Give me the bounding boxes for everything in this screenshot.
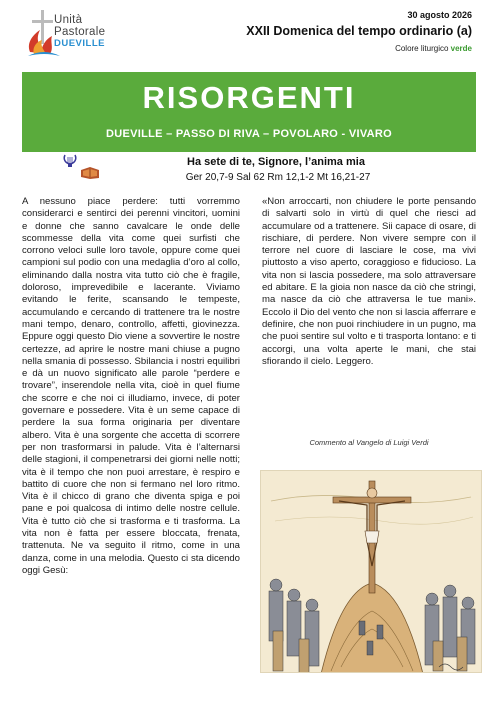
parish-logo — [24, 8, 134, 62]
logo-line-2: Pastorale — [54, 26, 106, 38]
logo-line-3: DUEVILLE — [54, 38, 105, 49]
logo-line-1: Unità — [54, 14, 83, 26]
commentary-paragraph-left: A nessuno piace perdere: tutti vorremmo considerarci e sentirci dei perenni vincitori, uomini e donne che sanno cavalcare le onde delle scommesse della vita come quei surfisti che corrono veloci sulle loro tavole, oppure come quei campioni sul podio con una medaglia d’oro al collo, eliminando dalla nostra vita tutto ciò che è fragile, doloroso, imprevedibile e lacerante. Viviamo evitando le ferite, scansando le tempeste, accumulando e cercando di trattenere tra le nostre mani tempo, denaro, controllo, affetti, giovinezza. Eppure oggi questo Dio viene a sovvertire le nostre certezze, ad aprire le nostre mani chiuse a pugno nella smania di possesso. Sbilancia i nostri equilibri e dà un nuovo significato alle parole “perdere e trovare”, inserendole nella vita, cioè in quel fiume che scorre e che noi ci illudiamo, invece, di poter governare e possedere. Vita è un seme capace di perdere la sua forma originaria per diventare albero. Vita è una sorgente che accetta di scorrere per non trasformarsi in palude. Vita è l’alternarsi delle stagioni, il compenetrarsi dei giorni nelle notti; vita è il tempo che non puoi arrestare, è respiro e battito di cuore che non si fermano nel loro ritmo. Vita è il chicco di grano che diventa spiga e poi pane e poi qualcosa di intimo delle nostre cellule. Vita è tutto ciò che si trasforma e ti trasforma. La vita non è fatta per essere bloccata, frenata, trattenuta. Ne va seguito il ritmo, come in una danza, come in una melodia. Questo ci sta dicendo oggi Gesù: — [22, 196, 240, 576]
credit-suffix: di Luigi Verdi — [383, 438, 429, 447]
commentary-right-column — [262, 196, 476, 416]
commentary-paragraph-right: «Non arroccarti, non chiudere le porte pensando di salvarti solo in virtù di quel che riesci ad accumulare od a trattenere. Sii capace di osare, di rischiare, di perdere. Non vivere sempre con il terrore nel cuore di lasciare le cose, ma vivi piuttosto a viso aperto, coraggioso e fiducioso. La vita non si lascia possedere, ma solo attraversare ed abitare. E la gioia non nasce da ciò che stringi, ma nasce da ciò che attraversa le tue mani». Eccolo il Dio del vento che non si lascia afferrare e definire, che non puoi rinchiudere in un pugno, ma che puoi sentire sul volto e ti trasporta lontano: e ti accorgi, una volta aperte le mani, che stai sfiorando il cielo. Leggero. — [262, 196, 476, 367]
commentary-credit — [262, 438, 476, 447]
liturgical-color-value: verde — [450, 44, 472, 53]
liturgical-sunday: XXII Domenica del tempo ordinario (a) — [246, 24, 472, 38]
commentary-left-column — [22, 196, 240, 686]
liturgical-color-label: Colore liturgico — [395, 44, 451, 53]
issue-date: 30 agosto 2026 — [407, 10, 472, 20]
parishes-subtitle: DUEVILLE – PASSO DI RIVA – POVOLARO - VIVARO — [106, 128, 392, 140]
reading-references: Ger 20,7-9 Sal 62 Rm 12,1-2 Mt 16,21-27 — [185, 172, 371, 183]
crucifixion-illustration — [261, 471, 482, 673]
psalm-title: Ha sete di te, Signore, l’anima mia — [187, 156, 365, 168]
logo-wordmark — [54, 14, 105, 50]
newsletter-title: RISORGENTI — [142, 80, 356, 115]
title-banner — [22, 72, 476, 152]
credit-emphasis: Vangelo — [356, 438, 384, 447]
credit-prefix: Commento al — [309, 438, 357, 447]
liturgical-color-line — [395, 44, 472, 53]
crucifixion-drawing — [260, 470, 482, 673]
